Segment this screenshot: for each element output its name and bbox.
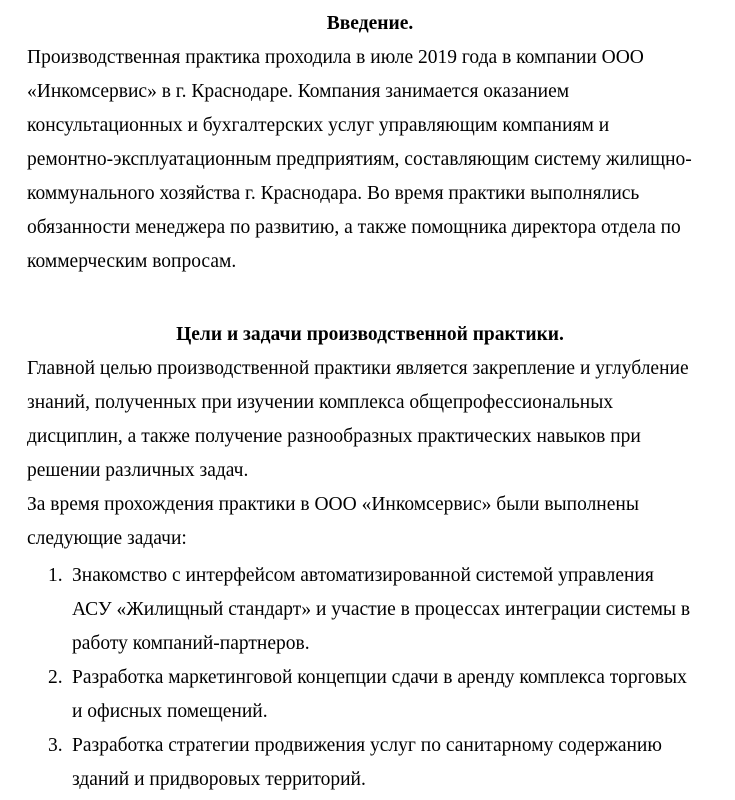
goals-heading: Цели и задачи производственной практики. — [176, 324, 564, 345]
tasks-intro-paragraph — [27, 488, 713, 556]
text-line: ремонтно-эксплуатационным предприятиям, составляющим систему жилищно- — [27, 149, 692, 170]
list-item — [27, 729, 713, 797]
intro-heading: Введение. — [326, 13, 414, 34]
text-line: Разработка маркетинговой концепции сдачи в аренду комплекса торговых — [72, 667, 687, 688]
text-line: Производственная практика проходила в июле 2019 года в компании ООО — [27, 47, 644, 68]
intro-paragraph — [27, 41, 713, 279]
list-item — [27, 559, 713, 661]
list-item — [27, 661, 713, 729]
list-item-text — [72, 729, 713, 797]
text-line: консультационных и бухгалтерских услуг управляющим компаниям и — [27, 115, 610, 136]
text-line: За время прохождения практики в ООО «Инкомсервис» были выполнены — [27, 494, 639, 515]
list-item-text — [72, 559, 713, 661]
text-line: и офисных помещений. — [72, 701, 268, 722]
text-line: Разработка стратегии продвижения услуг по санитарному содержанию — [72, 735, 662, 756]
task-list — [27, 559, 713, 797]
list-item-number: 2. — [48, 667, 63, 688]
text-line: «Инкомсервис» в г. Краснодаре. Компания занимается оказанием — [27, 81, 570, 102]
text-line: коммерческим вопросам. — [27, 251, 237, 272]
text-line: Знакомство с интерфейсом автоматизированной системой управления — [72, 565, 654, 586]
text-line: обязанности менеджера по развитию, а также помощника директора отдела по — [27, 217, 681, 238]
list-item-number: 3. — [48, 735, 63, 756]
list-item-text — [72, 661, 713, 729]
text-line: Главной целью производственной практики является закрепление и углубление — [27, 358, 689, 379]
list-item-number: 1. — [48, 565, 63, 586]
text-line: знаний, полученных при изучении комплекса общепрофессиональных — [27, 392, 614, 413]
text-line: следующие задачи: — [27, 528, 187, 549]
text-line: решении различных задач. — [27, 460, 249, 481]
text-line: работу компаний-партнеров. — [72, 633, 310, 654]
goals-paragraph — [27, 352, 713, 488]
text-line: АСУ «Жилищный стандарт» и участие в процессах интеграции системы в — [72, 599, 691, 620]
text-line: дисциплин, а также получение разнообразных практических навыков при — [27, 426, 641, 447]
text-line: коммунального хозяйства г. Краснодара. Во время практики выполнялись — [27, 183, 640, 204]
text-line: зданий и придворовых территорий. — [72, 769, 366, 790]
